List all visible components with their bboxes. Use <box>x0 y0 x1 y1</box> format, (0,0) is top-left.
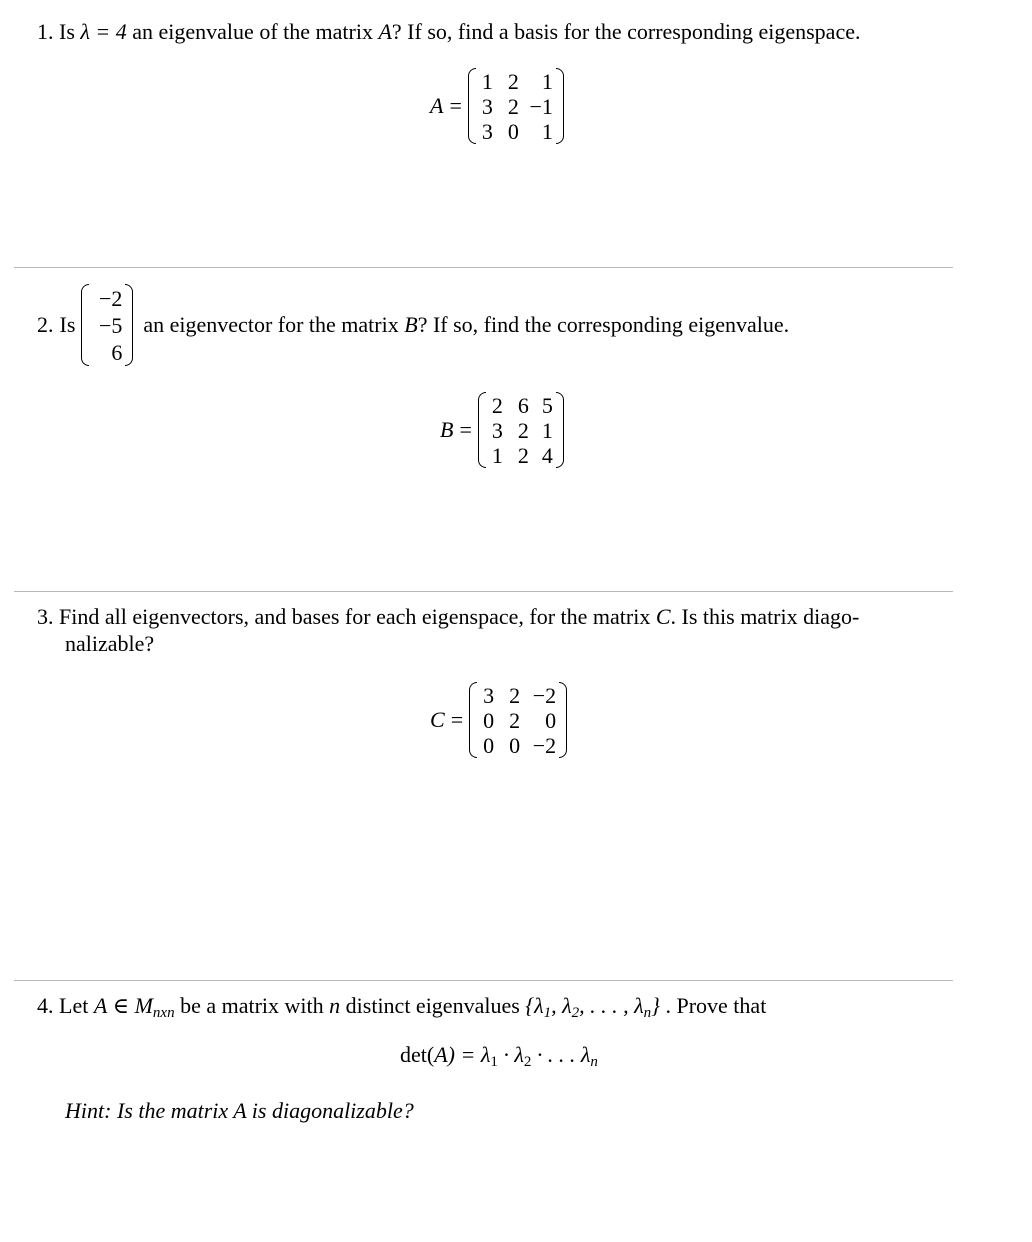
problem-1-lambda: λ = 4 <box>80 19 127 44</box>
matrix-b-equals: = <box>459 417 472 442</box>
section-divider <box>14 980 953 981</box>
set-close: } <box>651 993 660 1018</box>
matrix-a <box>430 68 564 144</box>
matrix-b-cell: 2 <box>517 417 529 443</box>
matrix-c-cell: −2 <box>532 732 557 758</box>
set-rest: , . . . , λ <box>579 993 644 1018</box>
problem-2-text <box>143 312 789 338</box>
eigenvector-cell: 6 <box>111 339 123 365</box>
matrix-a-cell: 1 <box>481 68 493 94</box>
matrix-c <box>430 682 567 758</box>
problem-1-text-end: ? If so, find a basis for the corresponding eigenspace. <box>391 19 861 44</box>
matrix-a-cell: 0 <box>507 118 519 144</box>
problem-1-text-before: Is <box>59 19 75 44</box>
right-paren-icon <box>556 68 564 144</box>
matrix-space-subscript: nxn <box>152 1005 175 1021</box>
problem-4-hint: Hint: Is the matrix A is diagonalizable? <box>65 1098 414 1123</box>
matrix-b-entries <box>486 393 556 468</box>
formula-sub-2: 2 <box>523 1054 532 1070</box>
matrix-a-cell: 3 <box>481 118 493 144</box>
section-divider <box>14 267 953 268</box>
problem-4-var-n: n <box>329 993 341 1018</box>
formula-mid: ) = λ <box>447 1042 491 1067</box>
problem-2-matrix-ref: B <box>404 312 418 337</box>
matrix-b-cell: 5 <box>541 392 553 418</box>
problem-4-text-before: Let <box>59 993 89 1018</box>
problem-3-text-end: . Is this matrix diago- <box>670 604 860 629</box>
problem-3-statement <box>37 604 859 630</box>
left-paren-icon <box>469 682 477 758</box>
eigenvector-entries <box>89 285 125 366</box>
problem-2-statement <box>37 284 789 366</box>
matrix-b-cell: 6 <box>517 392 529 418</box>
problem-3-number: 3. <box>37 604 54 629</box>
problem-2-text-after: an eigenvector for the matrix <box>143 312 399 337</box>
left-paren-icon <box>468 68 476 144</box>
problem-4-number: 4. <box>37 993 54 1018</box>
matrix-a-equals: = <box>449 93 462 118</box>
problem-4-in-symbol: ∈ <box>112 993 130 1018</box>
right-paren-icon <box>125 284 133 366</box>
matrix-b-cell: 1 <box>491 442 503 468</box>
problem-3-matrix-ref: C <box>655 604 671 629</box>
formula-var: A <box>434 1042 448 1067</box>
matrix-c-label: C <box>430 707 445 732</box>
matrix-a-cell: 1 <box>541 118 553 144</box>
set-sub-1: 1 <box>543 1005 552 1021</box>
problem-1-text-after: an eigenvalue of the matrix <box>132 19 373 44</box>
matrix-c-cell: 3 <box>483 682 495 708</box>
matrix-b-cell: 2 <box>491 392 503 418</box>
problem-1-matrix-ref: A <box>378 19 392 44</box>
set-open: {λ <box>525 993 544 1018</box>
problem-4-statement <box>37 993 766 1019</box>
matrix-c-entries <box>477 683 559 758</box>
matrix-b-label: B <box>440 417 454 442</box>
problem-4-space <box>134 993 175 1021</box>
matrix-c-cell: 2 <box>509 682 521 708</box>
formula-sub-n: n <box>590 1054 598 1070</box>
matrix-c-equals: = <box>450 707 464 732</box>
matrix-a-cell: 3 <box>481 93 493 119</box>
matrix-a-entries <box>476 69 556 144</box>
eigenvalue-set <box>525 993 660 1021</box>
matrix-a-cell: −1 <box>529 93 553 119</box>
problem-1-statement <box>37 19 860 45</box>
set-sub-2: 2 <box>571 1005 580 1021</box>
eigenvector-cell: −5 <box>98 312 123 338</box>
problem-4-text-after: distinct eigenvalues <box>345 993 520 1018</box>
matrix-c-cell: 0 <box>509 732 521 758</box>
matrix-a-cell: 1 <box>541 68 553 94</box>
set-sep-1: , λ <box>551 993 572 1018</box>
left-paren-icon <box>478 392 486 468</box>
problem-2-text-before: Is <box>59 312 76 337</box>
right-paren-icon <box>559 682 567 758</box>
matrix-c-cell: 0 <box>545 707 557 733</box>
left-paren-icon <box>81 284 89 366</box>
matrix-c-cell: 0 <box>483 707 495 733</box>
problem-2-number: 2. <box>37 312 54 337</box>
problem-2-text-end: ? If so, find the corresponding eigenvalue. <box>417 312 790 337</box>
right-paren-icon <box>556 392 564 468</box>
formula-dots: · . . . λ <box>531 1042 591 1067</box>
problem-3-line-2: nalizable? <box>65 631 155 656</box>
set-sub-n: n <box>643 1005 652 1021</box>
matrix-c-cell: −2 <box>532 682 557 708</box>
problem-4-text-mid: be a matrix with <box>180 993 324 1018</box>
problem-4-var-a: A <box>93 993 108 1018</box>
problem-3-text-before: Find all eigenvectors, and bases for each eigenspace, for the matrix <box>59 604 651 629</box>
section-divider <box>14 591 953 592</box>
formula-lhs: det( <box>400 1042 435 1067</box>
matrix-b-cell: 1 <box>541 417 553 443</box>
matrix-b-cell: 3 <box>491 417 503 443</box>
matrix-a-cell: 2 <box>507 93 519 119</box>
formula-dot-1: · λ <box>497 1042 524 1067</box>
matrix-a-cell: 2 <box>507 68 519 94</box>
matrix-a-label: A <box>430 93 444 118</box>
determinant-formula <box>400 1042 598 1068</box>
problem-4-text-end: . Prove that <box>665 993 767 1018</box>
matrix-c-cell: 2 <box>509 707 521 733</box>
formula-sub-1: 1 <box>490 1054 498 1070</box>
matrix-space-symbol: M <box>134 993 153 1018</box>
eigenvector-cell: −2 <box>98 285 123 311</box>
matrix-b <box>440 392 564 468</box>
matrix-c-cell: 0 <box>483 732 495 758</box>
matrix-b-cell: 2 <box>517 442 529 468</box>
problem-1-number: 1. <box>37 19 54 44</box>
matrix-b-cell: 4 <box>541 442 553 468</box>
